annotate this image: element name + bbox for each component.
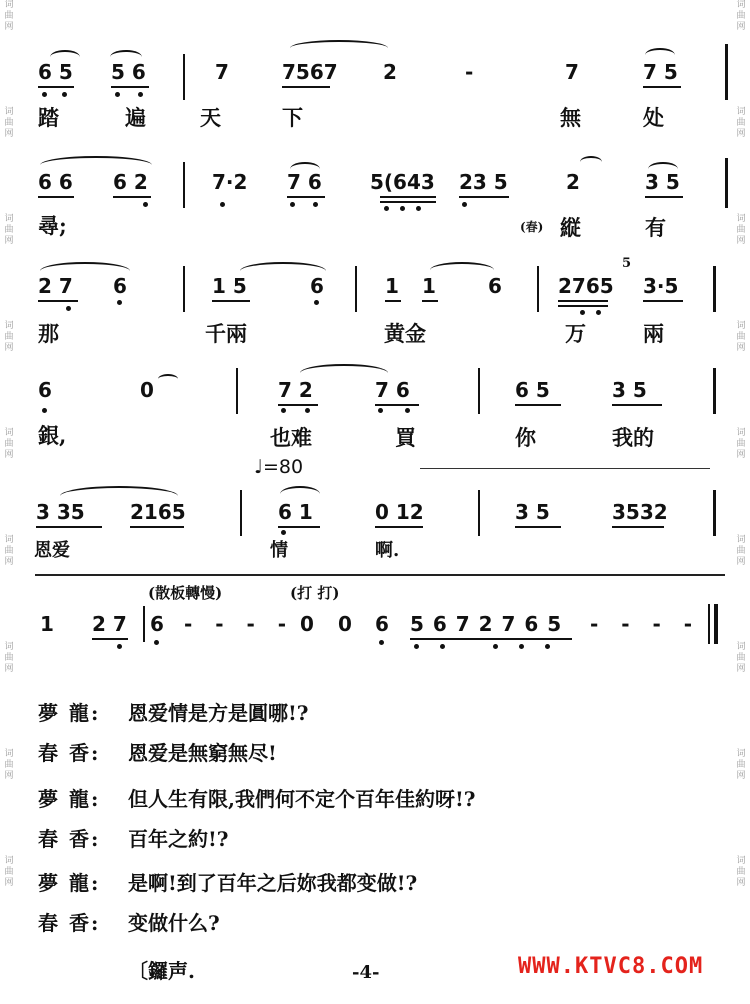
note-group: 7567: [282, 60, 338, 84]
lyric: 我的: [612, 425, 654, 450]
barline: [236, 368, 238, 414]
side-watermark-glyph: 曲: [4, 439, 14, 449]
side-watermark-glyph: 曲: [736, 11, 746, 21]
side-watermark-glyph: 词: [736, 107, 746, 117]
lyric: 無: [560, 105, 581, 130]
divider: [35, 574, 725, 576]
note-group: 7 6: [287, 170, 322, 194]
side-watermark-glyph: 词: [736, 749, 746, 759]
note-group: 6: [113, 274, 127, 298]
side-watermark-glyph: 词: [4, 428, 14, 438]
side-watermark-glyph: 网: [4, 236, 14, 246]
side-watermark-glyph: 曲: [4, 867, 14, 877]
lyric: 啊.: [375, 540, 400, 561]
note-group: 1 5: [212, 274, 247, 298]
note-group: 2765: [558, 274, 614, 298]
note-group: 6: [150, 612, 164, 636]
note-group: 7: [565, 60, 579, 84]
dialogue-line: 夢 龍: 但人生有限,我們何不定个百年佳約呀!?: [38, 787, 476, 811]
lyric: 千兩: [205, 321, 247, 346]
side-watermark-glyph: 曲: [4, 653, 14, 663]
side-watermark-glyph: 词: [736, 214, 746, 224]
score-line-4: [0, 356, 750, 456]
note-group: 0: [338, 612, 352, 636]
side-watermark-glyph: 词: [4, 0, 14, 10]
note-group: 2165: [130, 500, 186, 524]
note-group: 0: [300, 612, 314, 636]
watermark-gap: [2, 889, 16, 963]
lyric: 恩爱: [34, 540, 70, 561]
barline: [725, 158, 728, 208]
side-watermark-glyph: 网: [736, 664, 746, 674]
side-watermark-glyph: 网: [4, 343, 14, 353]
note-group: 6 6: [38, 170, 73, 194]
barline: [537, 266, 539, 312]
score-line-3: [0, 248, 750, 348]
note-group: 7 6: [375, 378, 410, 402]
side-watermark-glyph: 词: [4, 107, 14, 117]
side-watermark-glyph: 网: [4, 664, 14, 674]
side-watermark-glyph: 网: [736, 557, 746, 567]
side-watermark-glyph: 词: [736, 856, 746, 866]
side-watermark-glyph: 曲: [736, 118, 746, 128]
note-group: -: [465, 60, 474, 84]
note-group: 7·2: [212, 170, 248, 194]
side-watermark-glyph: 词: [4, 214, 14, 224]
note-group: 7: [215, 60, 229, 84]
site-watermark: WWW.KTVC8.COM: [518, 954, 704, 979]
side-watermark-glyph: 词: [4, 321, 14, 331]
barline: [183, 54, 185, 100]
tempo-marking: ♩=80: [254, 456, 304, 478]
side-watermark-glyph: 网: [736, 22, 746, 32]
note-group: 3 35: [36, 500, 85, 524]
note-group: 0 12: [375, 500, 424, 524]
side-watermark-glyph: 曲: [4, 332, 14, 342]
barline: [713, 266, 716, 312]
barline: [725, 44, 728, 100]
grace-note: 5: [622, 256, 632, 271]
side-watermark-glyph: 词: [4, 535, 14, 545]
note-group: 3532: [612, 500, 668, 524]
note-group: 3 5: [515, 500, 550, 524]
note-group: 6: [310, 274, 324, 298]
note-group: 5(643: [370, 170, 435, 194]
side-watermark-glyph: 词: [4, 642, 14, 652]
side-watermark-glyph: 词: [736, 642, 746, 652]
watermark-gap: [2, 675, 16, 749]
lyric: 也难: [270, 425, 312, 450]
barline: [713, 368, 716, 414]
side-watermark-glyph: 曲: [736, 332, 746, 342]
lyric: 縦: [560, 215, 581, 240]
note-group: 6: [375, 612, 389, 636]
lyric: 万: [565, 321, 586, 346]
note-group: 0: [140, 378, 154, 402]
side-watermark-glyph: 曲: [736, 867, 746, 877]
lyric: 尋;: [38, 213, 67, 238]
note-group: 5 6: [111, 60, 146, 84]
side-watermark-glyph: 词: [4, 856, 14, 866]
barline: [478, 490, 480, 536]
dialogue-line: 夢 龍: 恩爱情是方是圓哪!?: [38, 701, 309, 725]
side-watermark-glyph: 网: [4, 22, 14, 32]
score-line-6: [0, 578, 750, 668]
side-watermark-glyph: 曲: [736, 653, 746, 663]
side-watermark-glyph: 网: [736, 129, 746, 139]
score-line-2: [0, 140, 750, 240]
lyric: 遍: [125, 105, 146, 130]
lyric: 那: [38, 321, 59, 346]
side-watermark-glyph: 网: [4, 557, 14, 567]
watermark-gap: [734, 675, 748, 749]
barline: [183, 162, 185, 208]
note-group: 5 6 7 2 7 6 5: [410, 612, 563, 636]
side-watermark-glyph: 曲: [736, 546, 746, 556]
stage-direction: 〔鑼声.: [128, 959, 195, 983]
lyric: 黄金: [384, 321, 426, 346]
performance-annotation: (散板轉慢): [148, 584, 223, 602]
side-watermark-glyph: 词: [4, 749, 14, 759]
note-group: 1: [385, 274, 399, 298]
lyric: 你: [515, 425, 536, 450]
side-watermark-glyph: 网: [4, 450, 14, 460]
page-number: -4-: [352, 962, 380, 983]
note-group: 2 7: [92, 612, 127, 636]
note-group: 7 2: [278, 378, 313, 402]
barline: [713, 490, 716, 536]
final-barline: [714, 604, 718, 644]
side-watermark-glyph: 网: [4, 771, 14, 781]
side-watermark-glyph: 曲: [4, 118, 14, 128]
note-group: 3·5: [643, 274, 679, 298]
barline: [240, 490, 242, 536]
score-line-1: [0, 40, 750, 130]
watermark-gap: [734, 889, 748, 963]
note-group: 6 5: [38, 60, 73, 84]
lyric-marker: (春): [520, 220, 544, 234]
barline: [355, 266, 357, 312]
note-group: 7 5: [643, 60, 678, 84]
note-group: 6 1: [278, 500, 313, 524]
side-watermark-glyph: 曲: [4, 225, 14, 235]
lyric: 踏: [38, 105, 59, 130]
lyric: 下: [282, 105, 303, 130]
side-watermark-glyph: 网: [736, 771, 746, 781]
side-watermark-glyph: 词: [736, 535, 746, 545]
barline: [183, 266, 185, 312]
watermark-gap: [734, 782, 748, 856]
note-group: 2 7: [38, 274, 73, 298]
lyric: 買: [395, 425, 416, 450]
note-group: 6: [488, 274, 502, 298]
note-group: 6 5: [515, 378, 550, 402]
watermark-gap: [2, 782, 16, 856]
note-group: 2: [566, 170, 580, 194]
side-watermark-glyph: 词: [736, 321, 746, 331]
lyric: 处: [643, 105, 664, 130]
note-group: 23 5: [459, 170, 508, 194]
lyric: 天: [200, 105, 221, 130]
note-group: 1: [422, 274, 436, 298]
dialogue-line: 春 香: 恩爱是無窮無尽!: [38, 741, 277, 765]
lyric: 銀,: [38, 423, 67, 448]
side-watermark-glyph: 曲: [736, 225, 746, 235]
note-group: 3 5: [612, 378, 647, 402]
note-group: - - - -: [184, 612, 295, 636]
side-watermark-glyph: 曲: [736, 760, 746, 770]
side-watermark-glyph: 曲: [4, 546, 14, 556]
performance-annotation: (打 打): [290, 584, 340, 602]
side-watermark-glyph: 网: [4, 878, 14, 888]
dialogue-line: 夢 龍: 是啊!到了百年之后妳我都变做!?: [38, 871, 418, 895]
barline: [143, 606, 145, 642]
note-group: 6: [38, 378, 52, 402]
note-group: - - - -: [590, 612, 701, 636]
dialogue-line: 春 香: 百年之約!?: [38, 827, 229, 851]
side-watermark-glyph: 曲: [4, 11, 14, 21]
side-watermark-glyph: 曲: [736, 439, 746, 449]
dialogue-line: 春 香: 变做什么?: [38, 911, 220, 935]
side-watermark-glyph: 曲: [4, 760, 14, 770]
barline: [478, 368, 480, 414]
note-group: 6 2: [113, 170, 148, 194]
lyric: 情: [270, 540, 288, 561]
side-watermark-glyph: 网: [4, 129, 14, 139]
side-watermark-glyph: 词: [736, 428, 746, 438]
note-group: 3 5: [645, 170, 680, 194]
side-watermark-glyph: 网: [736, 236, 746, 246]
note-group: 2: [383, 60, 397, 84]
score-line-5: [0, 480, 750, 570]
side-watermark-glyph: 网: [736, 878, 746, 888]
side-watermark-glyph: 词: [736, 0, 746, 10]
lyric: 有: [645, 215, 666, 240]
divider: [420, 468, 710, 469]
side-watermark-glyph: 网: [736, 450, 746, 460]
side-watermark-glyph: 网: [736, 343, 746, 353]
barline: [708, 604, 710, 644]
note-group: 1: [40, 612, 54, 636]
lyric: 兩: [643, 321, 664, 346]
